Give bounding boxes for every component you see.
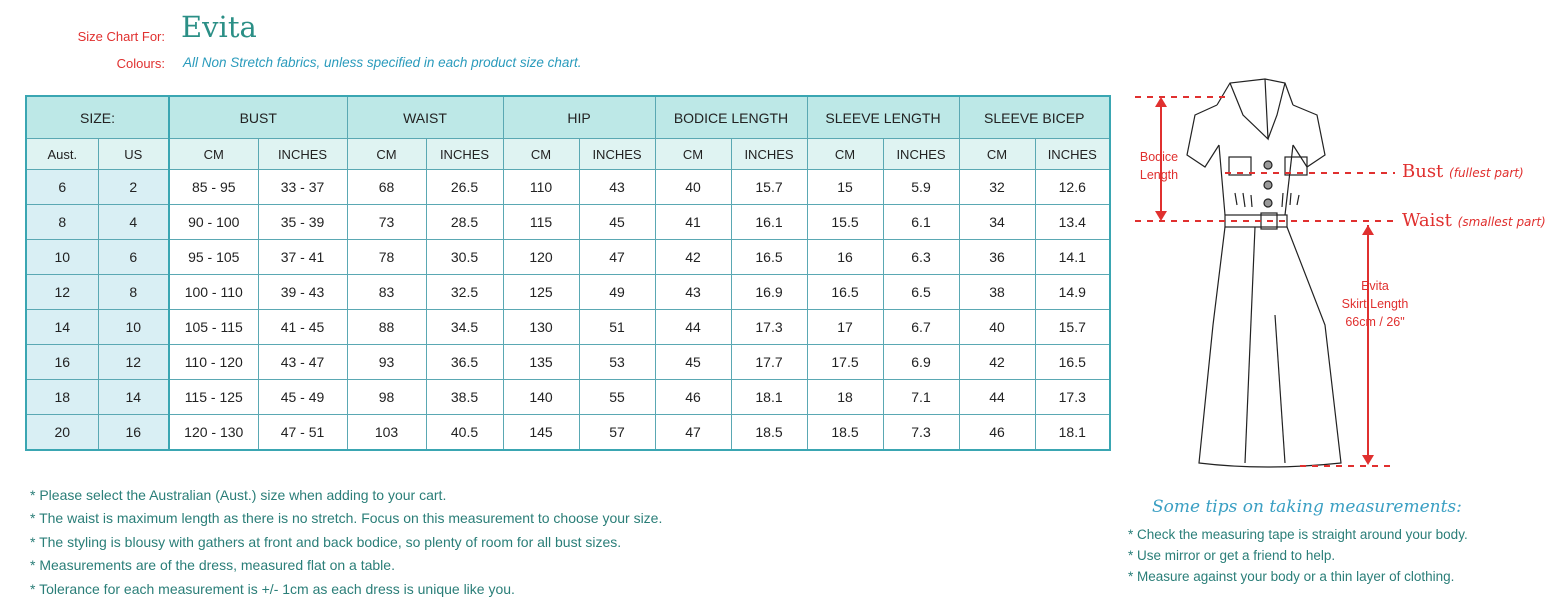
table-cell: 90 - 100: [169, 205, 258, 240]
aus-size-cell: 20: [26, 415, 98, 451]
group-header-sleeve-bicep: SLEEVE BICEP: [959, 96, 1110, 139]
table-cell: 103: [347, 415, 426, 451]
skirt-length-line1: Evita: [1361, 279, 1389, 293]
waist-note: (smallest part): [1457, 215, 1546, 229]
unit-header-cell: CM: [503, 139, 579, 170]
table-cell: 40: [655, 170, 731, 205]
table-cell: 33 - 37: [258, 170, 347, 205]
unit-header-cell: INCHES: [731, 139, 807, 170]
table-cell: 38: [959, 275, 1035, 310]
table-cell: 68: [347, 170, 426, 205]
table-cell: 15.7: [731, 170, 807, 205]
waist-label-text: Waist: [1402, 210, 1452, 231]
bust-label: [1402, 161, 1524, 182]
tip-item: * Check the measuring tape is straight around your body.: [1128, 527, 1468, 542]
table-cell: 47 - 51: [258, 415, 347, 451]
table-cell: 13.4: [1035, 205, 1110, 240]
table-cell: 14.9: [1035, 275, 1110, 310]
skirt-length-label: [1330, 277, 1420, 331]
table-cell: 17.5: [807, 345, 883, 380]
unit-header-cell: INCHES: [883, 139, 959, 170]
table-cell: 83: [347, 275, 426, 310]
bodice-length-label: [1133, 148, 1185, 184]
aus-size-cell: 6: [26, 170, 98, 205]
skirt-length-line3: 66cm / 26": [1345, 315, 1405, 329]
group-header-size: SIZE:: [26, 96, 169, 139]
table-cell: 120 - 130: [169, 415, 258, 451]
table-cell: 43: [579, 170, 655, 205]
table-cell: 85 - 95: [169, 170, 258, 205]
us-size-cell: 2: [98, 170, 169, 205]
unit-header-cell: CM: [959, 139, 1035, 170]
colours-description: All Non Stretch fabrics, unless specified in each product size chart.: [183, 55, 582, 70]
aus-size-cell: 18: [26, 380, 98, 415]
table-cell: 15.7: [1035, 310, 1110, 345]
table-cell: 14.1: [1035, 240, 1110, 275]
table-cell: 45: [655, 345, 731, 380]
tip-item: * Measure against your body or a thin layer of clothing.: [1128, 569, 1455, 584]
unit-header-row: [26, 139, 1110, 170]
us-size-cell: 8: [98, 275, 169, 310]
table-cell: 110: [503, 170, 579, 205]
table-cell: 51: [579, 310, 655, 345]
us-size-cell: 6: [98, 240, 169, 275]
dress-illustration: [1187, 79, 1341, 467]
table-row: [26, 240, 1110, 275]
table-cell: 43 - 47: [258, 345, 347, 380]
unit-header-cell: INCHES: [1035, 139, 1110, 170]
us-size-cell: 12: [98, 345, 169, 380]
table-cell: 44: [655, 310, 731, 345]
table-cell: 47: [655, 415, 731, 451]
table-cell: 16.5: [731, 240, 807, 275]
table-cell: 98: [347, 380, 426, 415]
table-cell: 32.5: [426, 275, 503, 310]
table-cell: 30.5: [426, 240, 503, 275]
table-cell: 100 - 110: [169, 275, 258, 310]
table-row: [26, 170, 1110, 205]
table-cell: 41 - 45: [258, 310, 347, 345]
tips-title: Some tips on taking measurements:: [1152, 497, 1462, 517]
table-cell: 42: [959, 345, 1035, 380]
table-cell: 140: [503, 380, 579, 415]
size-chart-label: Size Chart For:: [77, 29, 165, 44]
note-item: * The styling is blousy with gathers at front and back bodice, so plenty of room for all bust sizes.: [30, 533, 622, 550]
table-cell: 130: [503, 310, 579, 345]
table-cell: 16.1: [731, 205, 807, 240]
unit-header-cell: INCHES: [426, 139, 503, 170]
group-header-waist: WAIST: [347, 96, 503, 139]
table-cell: 49: [579, 275, 655, 310]
size-table: [25, 95, 1111, 451]
table-cell: 40: [959, 310, 1035, 345]
table-row: [26, 345, 1110, 380]
table-cell: 95 - 105: [169, 240, 258, 275]
table-cell: 45 - 49: [258, 380, 347, 415]
table-cell: 41: [655, 205, 731, 240]
tips-list: [1128, 524, 1468, 587]
note-item: * The waist is maximum length as there is no stretch. Focus on this measurement to choose your size.: [30, 510, 663, 527]
table-cell: 15.5: [807, 205, 883, 240]
table-cell: 46: [655, 380, 731, 415]
table-cell: 12.6: [1035, 170, 1110, 205]
table-cell: 18.5: [807, 415, 883, 451]
table-cell: 17.3: [731, 310, 807, 345]
table-row: [26, 310, 1110, 345]
table-cell: 18.1: [731, 380, 807, 415]
note-item: * Measurements are of the dress, measured flat on a table.: [30, 557, 395, 574]
group-header-sleeve-length: SLEEVE LENGTH: [807, 96, 959, 139]
unit-header-cell: US: [98, 139, 169, 170]
bodice-length-line2: Length: [1139, 168, 1179, 182]
table-cell: 57: [579, 415, 655, 451]
unit-header-cell: INCHES: [579, 139, 655, 170]
table-cell: 40.5: [426, 415, 503, 451]
aus-size-cell: 16: [26, 345, 98, 380]
table-cell: 110 - 120: [169, 345, 258, 380]
aus-size-cell: 12: [26, 275, 98, 310]
product-name: Evita: [181, 10, 257, 44]
table-cell: 28.5: [426, 205, 503, 240]
table-row: [26, 415, 1110, 451]
table-cell: 6.9: [883, 345, 959, 380]
unit-header-cell: CM: [807, 139, 883, 170]
table-cell: 115 - 125: [169, 380, 258, 415]
table-cell: 17: [807, 310, 883, 345]
bust-note: (fullest part): [1449, 166, 1524, 180]
tip-item: * Use mirror or get a friend to help.: [1128, 548, 1336, 563]
table-cell: 45: [579, 205, 655, 240]
table-cell: 78: [347, 240, 426, 275]
table-cell: 34: [959, 205, 1035, 240]
table-cell: 16: [807, 240, 883, 275]
group-header-bodice-length: BODICE LENGTH: [655, 96, 807, 139]
table-cell: 55: [579, 380, 655, 415]
table-cell: 53: [579, 345, 655, 380]
table-cell: 42: [655, 240, 731, 275]
table-cell: 18.5: [731, 415, 807, 451]
table-cell: 38.5: [426, 380, 503, 415]
table-cell: 18.1: [1035, 415, 1110, 451]
table-cell: 93: [347, 345, 426, 380]
colours-label: Colours:: [116, 56, 165, 71]
aus-size-cell: 14: [26, 310, 98, 345]
group-header-bust: BUST: [169, 96, 347, 139]
table-cell: 88: [347, 310, 426, 345]
group-header-row: [26, 96, 1110, 139]
table-cell: 47: [579, 240, 655, 275]
table-cell: 37 - 41: [258, 240, 347, 275]
table-cell: 15: [807, 170, 883, 205]
group-header-hip: HIP: [503, 96, 655, 139]
table-cell: 43: [655, 275, 731, 310]
table-cell: 6.1: [883, 205, 959, 240]
table-cell: 105 - 115: [169, 310, 258, 345]
aus-size-cell: 8: [26, 205, 98, 240]
table-cell: 135: [503, 345, 579, 380]
table-cell: 145: [503, 415, 579, 451]
us-size-cell: 10: [98, 310, 169, 345]
table-row: [26, 205, 1110, 240]
unit-header-cell: CM: [347, 139, 426, 170]
table-cell: 39 - 43: [258, 275, 347, 310]
table-cell: 35 - 39: [258, 205, 347, 240]
table-cell: 17.3: [1035, 380, 1110, 415]
table-cell: 26.5: [426, 170, 503, 205]
table-cell: 7.1: [883, 380, 959, 415]
table-cell: 18: [807, 380, 883, 415]
table-cell: 32: [959, 170, 1035, 205]
table-cell: 6.5: [883, 275, 959, 310]
table-cell: 16.5: [1035, 345, 1110, 380]
table-cell: 125: [503, 275, 579, 310]
table-cell: 5.9: [883, 170, 959, 205]
table-cell: 46: [959, 415, 1035, 451]
us-size-cell: 16: [98, 415, 169, 451]
bust-label-text: Bust: [1402, 161, 1444, 182]
table-cell: 73: [347, 205, 426, 240]
table-cell: 34.5: [426, 310, 503, 345]
table-cell: 16.9: [731, 275, 807, 310]
table-cell: 36: [959, 240, 1035, 275]
table-cell: 17.7: [731, 345, 807, 380]
table-row: [26, 275, 1110, 310]
table-cell: 120: [503, 240, 579, 275]
table-cell: 16.5: [807, 275, 883, 310]
table-cell: 36.5: [426, 345, 503, 380]
unit-header-cell: Aust.: [26, 139, 98, 170]
us-size-cell: 4: [98, 205, 169, 240]
unit-header-cell: INCHES: [258, 139, 347, 170]
note-item: * Tolerance for each measurement is +/- 1cm as each dress is unique like you.: [30, 580, 515, 597]
unit-header-cell: CM: [655, 139, 731, 170]
unit-header-cell: CM: [169, 139, 258, 170]
notes-list: [30, 484, 662, 601]
dress-diagram: [1125, 75, 1546, 475]
table-cell: 7.3: [883, 415, 959, 451]
table-row: [26, 380, 1110, 415]
skirt-length-line2: Skirt Length: [1341, 297, 1409, 311]
note-item: * Please select the Australian (Aust.) size when adding to your cart.: [30, 487, 447, 503]
table-cell: 6.7: [883, 310, 959, 345]
table-cell: 6.3: [883, 240, 959, 275]
aus-size-cell: 10: [26, 240, 98, 275]
table-cell: 115: [503, 205, 579, 240]
us-size-cell: 14: [98, 380, 169, 415]
table-cell: 44: [959, 380, 1035, 415]
bodice-length-line1: Bodice: [1139, 150, 1179, 164]
waist-label: [1402, 210, 1546, 231]
